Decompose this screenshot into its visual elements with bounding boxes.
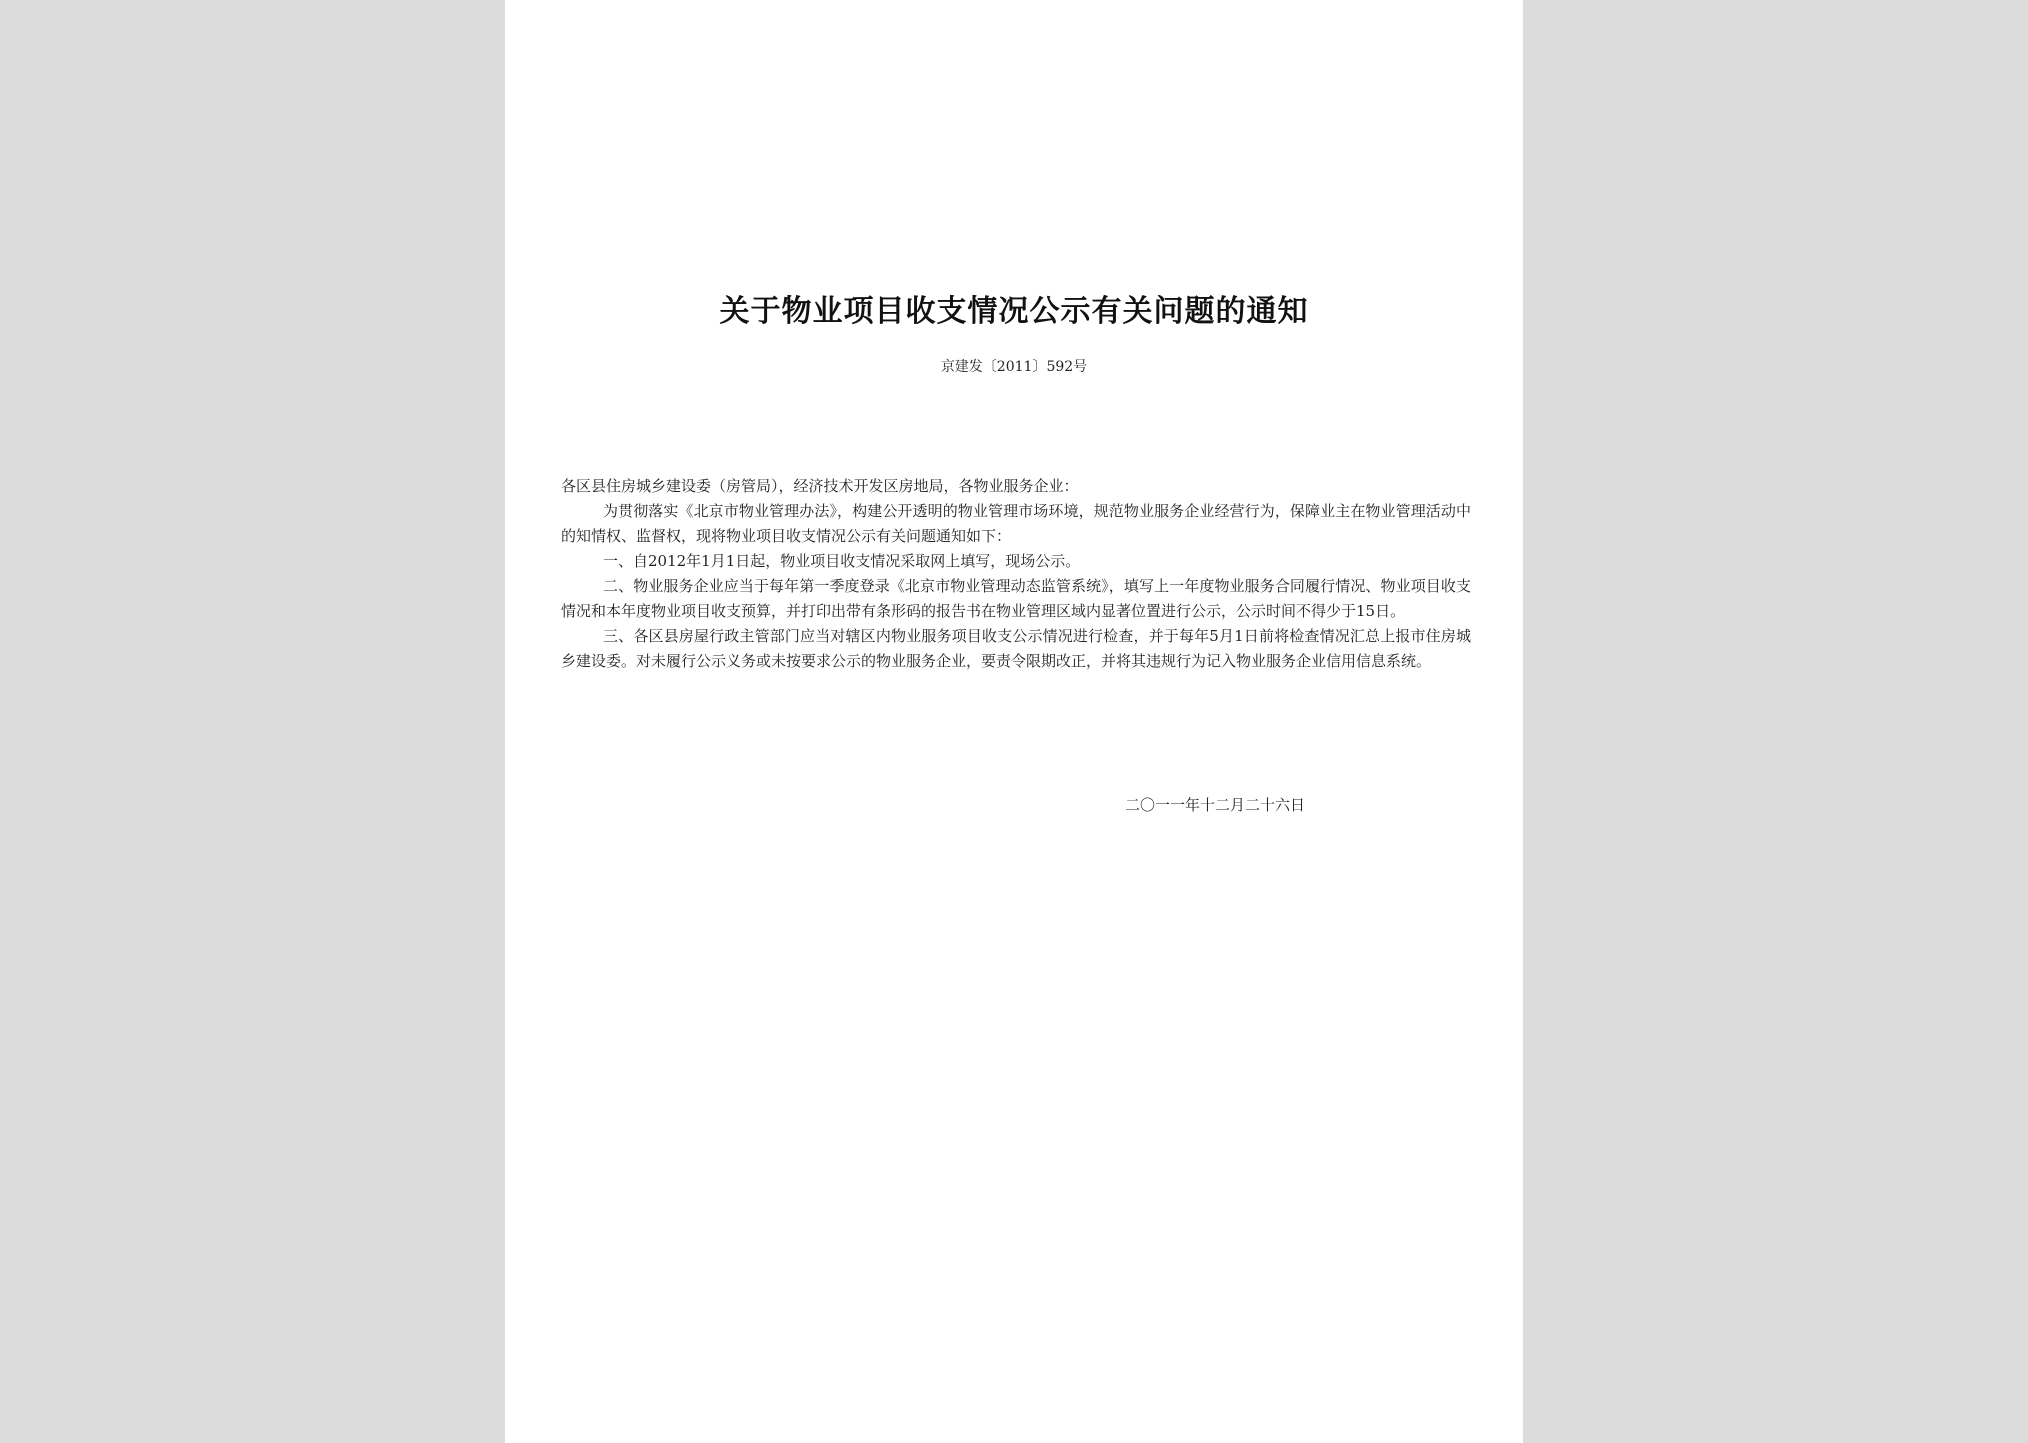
paragraph-item-1: 一、自2012年1月1日起，物业项目收支情况采取网上填写，现场公示。	[603, 552, 1081, 570]
document-page	[505, 0, 1523, 1443]
document-body	[561, 474, 1471, 674]
paragraph-item-2: 二、物业服务企业应当于每年第一季度登录《北京市物业管理动态监管系统》，填写上一年度物业服务合同履行情况、物业项目收支情况和本年度物业项目收支预算，并打印出带有条形码的报告书在物业管理区域内显著位置进行公示，公示时间不得少于15日。	[561, 577, 1471, 620]
salutation: 各区县住房城乡建设委（房管局），经济技术开发区房地局，各物业服务企业：	[561, 477, 1079, 495]
document-title: 关于物业项目收支情况公示有关问题的通知	[719, 294, 1309, 329]
paragraph-item-3: 三、各区县房屋行政主管部门应当对辖区内物业服务项目收支公示情况进行检查，并于每年5月1日前将检查情况汇总上报市住房城乡建设委。对未履行公示义务或未按要求公示的物业服务企业，要责令限期改正，并将其违规行为记入物业服务企业信用信息系统。	[561, 627, 1471, 670]
paragraph-intro: 为贯彻落实《北京市物业管理办法》，构建公开透明的物业管理市场环境，规范物业服务企业经营行为，保障业主在物业管理活动中的知情权、监督权，现将物业项目收支情况公示有关问题通知如下：	[561, 502, 1471, 545]
document-number: 京建发〔2011〕592号	[940, 359, 1088, 375]
document-date: 二〇一一年十二月二十六日	[1125, 796, 1306, 814]
